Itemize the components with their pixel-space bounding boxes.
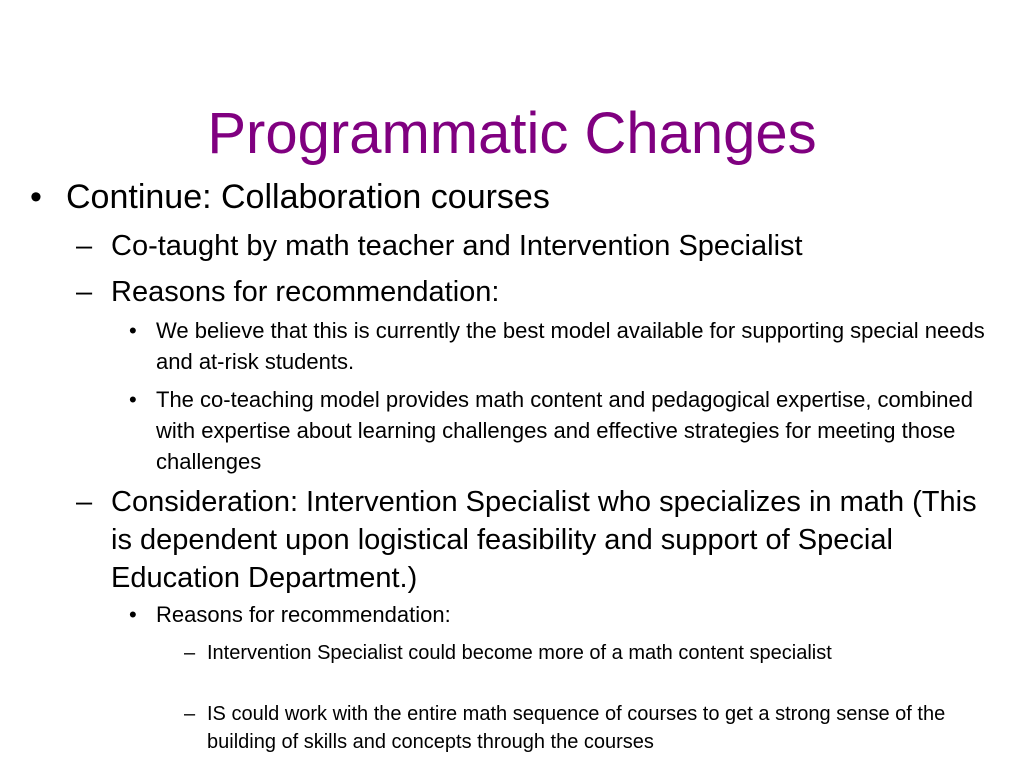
dash-marker: – <box>76 276 93 308</box>
bullet-text: IS could work with the entire math sequence of courses to get a strong sense of the building of skills and concepts through the courses <box>207 703 946 753</box>
level4-bullet-item <box>184 700 964 756</box>
bullet-marker: • <box>129 602 137 627</box>
bullet-text: We believe that this is currently the best model available for supporting special needs and at-risk students. <box>156 318 985 374</box>
bullet-text: Co-taught by math teacher and Intervention Specialist <box>111 230 803 262</box>
bullet-text: Reasons for recommendation: <box>156 602 451 627</box>
bullet-marker: • <box>129 318 137 343</box>
sub-bullet-item <box>76 273 986 311</box>
sub-sub-bullet-item <box>129 599 989 630</box>
dash-marker: – <box>76 230 93 262</box>
slide-title: Programmatic Changes <box>207 101 817 166</box>
bullet-text: The co-teaching model provides math content and pedagogical expertise, combined with expertise about learning challenges and effective strategies for meeting those challenges <box>156 387 973 474</box>
sub-sub-bullet-item <box>129 315 989 377</box>
bullet-text: Consideration: Intervention Specialist who specializes in math (This is dependent upon logistical feasibility and support of Special Education Department.) <box>111 486 977 594</box>
bullet-text: Intervention Specialist could become more of a math content specialist <box>207 642 832 664</box>
bullet-text: Continue: Collaboration courses <box>66 178 550 216</box>
dash-marker: – <box>76 486 93 518</box>
sub-sub-bullet-item <box>129 384 989 477</box>
sub-bullet-item <box>76 227 986 265</box>
bullet-marker: • <box>30 178 42 216</box>
bullet-text: Reasons for recommendation: <box>111 276 500 308</box>
level4-bullet-item <box>184 639 964 667</box>
sub-bullet-item <box>76 483 986 597</box>
bullet-item <box>30 177 990 217</box>
dash-marker: – <box>184 642 196 664</box>
dash-marker: – <box>184 703 196 725</box>
bullet-marker: • <box>129 387 137 412</box>
